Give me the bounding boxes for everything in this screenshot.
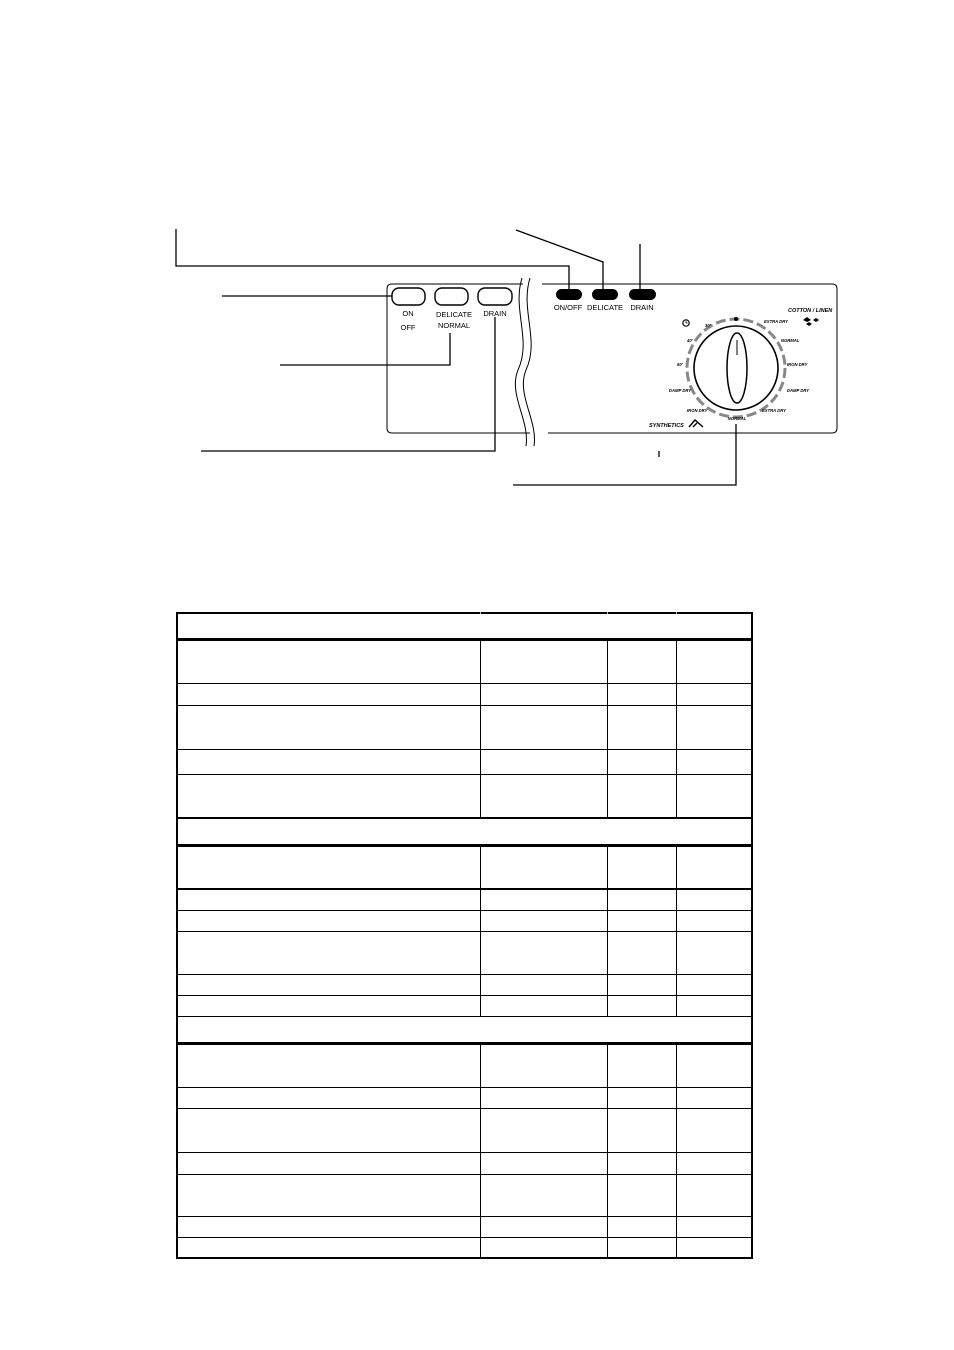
indicator-lights	[554, 289, 656, 312]
dial-label-normal-cotton: NORMAL	[781, 338, 800, 343]
leader-delicate-button	[280, 333, 450, 365]
dial-label-normal-synthetics: NORMAL	[727, 416, 747, 421]
dial-label-extra-dry-cotton: EXTRA DRY	[764, 319, 788, 324]
leader-lines	[176, 229, 736, 485]
row-rule	[176, 888, 753, 890]
table-frame	[176, 612, 753, 1259]
row-rule	[176, 974, 753, 975]
section-3-title-rule	[176, 1016, 753, 1017]
dial-label-damp-dry-cotton: DAMP DRY	[787, 388, 810, 393]
row-rule	[176, 1108, 753, 1109]
on-off-button[interactable]	[392, 288, 425, 305]
row-rule	[176, 931, 753, 932]
row-rule	[176, 1237, 753, 1238]
section-3-rule	[176, 1042, 753, 1045]
row-rule	[176, 774, 753, 775]
dial-label-40: 40'	[687, 338, 693, 343]
delicate-normal-button[interactable]	[435, 288, 468, 305]
push-buttons	[392, 288, 512, 332]
program-dial-knob[interactable]	[694, 326, 778, 410]
column-separator	[676, 640, 677, 817]
column-separator	[607, 846, 608, 1016]
column-separator-faint	[480, 612, 481, 614]
dial-label-60: 60'	[677, 362, 683, 367]
dial-label-iron-dry-cotton: IRON DRY	[787, 362, 808, 367]
cotton-linen-icon	[803, 317, 819, 326]
onoff-indicator-label: ON/OFF	[553, 303, 583, 312]
column-separator-faint	[676, 612, 677, 614]
column-separator	[676, 846, 677, 1016]
cotton-linen-label: COTTON / LINEN	[788, 308, 833, 314]
column-separator	[676, 1044, 677, 1257]
on-off-button-label-top: ON	[402, 309, 414, 318]
panel-break-line	[523, 278, 534, 446]
delicate-button-label-top: DELICATE	[435, 310, 473, 319]
column-separator	[480, 1044, 481, 1257]
program-table	[176, 612, 753, 1259]
synthetics-icon	[689, 420, 703, 427]
leader-onoff-light	[176, 229, 569, 291]
row-rule	[176, 995, 753, 996]
row-rule	[176, 1174, 753, 1175]
column-separator	[607, 640, 608, 817]
section-1-rule	[176, 638, 753, 641]
drain-indicator-label: DRAIN	[630, 303, 654, 312]
dial-label-damp-dry-synthetics: DAMP DRY	[669, 388, 692, 393]
section-2-rule	[176, 844, 753, 847]
delicate-button-label-bottom: NORMAL	[437, 321, 471, 330]
on-off-button-label-bottom: OFF	[400, 323, 416, 332]
row-rule	[176, 1087, 753, 1088]
row-rule	[176, 1152, 753, 1153]
leader-drain-button	[201, 317, 495, 451]
row-rule	[176, 1216, 753, 1217]
dial-label-30: 30'	[705, 323, 711, 328]
onoff-indicator-light	[556, 289, 582, 300]
dial-label-extra-dry-synthetics: EXTRA DRY	[762, 408, 786, 413]
control-panel-diagram	[0, 0, 954, 600]
program-dial	[649, 308, 833, 429]
delicate-indicator-light	[592, 289, 618, 300]
panel-break-line	[515, 278, 526, 446]
row-rule	[176, 749, 753, 750]
column-separator	[607, 1044, 608, 1257]
timer-icon	[683, 320, 689, 326]
row-rule	[176, 910, 753, 911]
synthetics-label: SYNTHETICS	[649, 423, 684, 429]
drain-button[interactable]	[478, 288, 512, 305]
drain-indicator-light	[629, 289, 656, 300]
delicate-indicator-label: DELICATE	[586, 303, 624, 312]
column-separator	[480, 640, 481, 817]
column-separator-faint	[607, 612, 608, 614]
row-rule	[176, 705, 753, 706]
column-separator	[480, 846, 481, 1016]
dial-label-iron-dry-synthetics: IRON DRY	[687, 408, 708, 413]
section-2-title-rule	[176, 817, 753, 819]
row-rule	[176, 683, 753, 684]
drain-button-label: DRAIN	[483, 309, 507, 318]
dial-top-marker	[734, 317, 738, 321]
